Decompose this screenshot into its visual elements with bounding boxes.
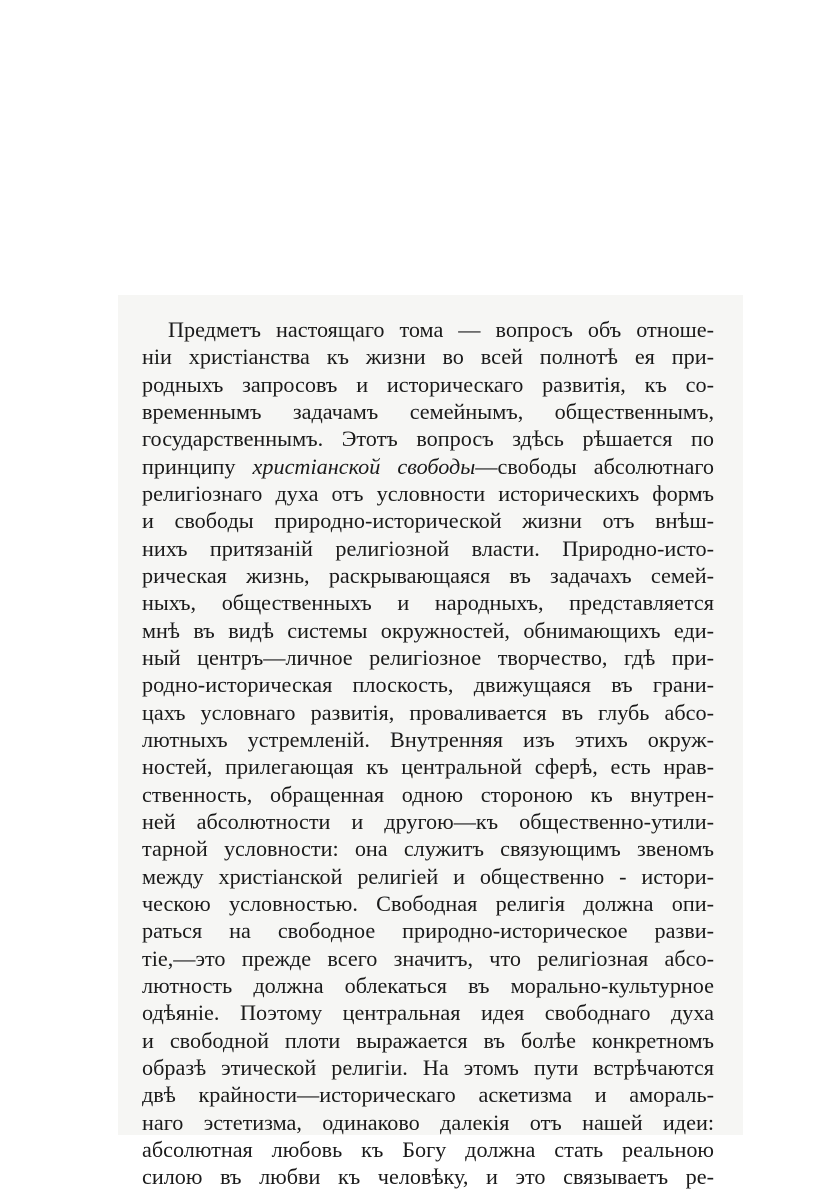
text-line: тарной условности: она служитъ связующимъ звеномъ (142, 836, 714, 862)
text-line: ный центръ—личное религiозное творчество, гдѣ при- (142, 644, 714, 670)
text-line: нiи христiанства къ жизни во всей полнотѣ ея при- (142, 344, 714, 370)
text-line: религiознаго духа отъ условности историческихъ формъ (142, 480, 714, 506)
text-line: образѣ этической религiи. На этомъ пути встрѣчаются (142, 1054, 714, 1080)
text-line: ственность, обращенная одною стороною къ внутрен- (142, 781, 714, 807)
text-line: ческою условностью. Свободная религiя должна опи- (142, 890, 714, 916)
text-line: рическая жизнь, раскрывающаяся въ задачахъ семей- (142, 562, 714, 588)
text-line: лютныхъ устремленiй. Внутренняя изъ этихъ окруж- (142, 726, 714, 752)
text-line: и свободы природно-исторической жизни отъ внѣш- (142, 508, 714, 534)
emphasized-phrase: христiанской свободы (252, 453, 476, 479)
text-line: Предметъ настоящаго тома — вопросъ объ отноше- (168, 317, 714, 342)
text-line: между христiанской религiей и общественно - истори- (142, 863, 714, 889)
text-segment: принципу (142, 453, 253, 479)
text-line: мнѣ въ видѣ системы окружностей, обнимающихъ еди- (142, 617, 714, 643)
text-line: абсолютная любовь къ Богу должна стать реальною (142, 1136, 714, 1162)
text-line: силою въ любви къ человѣку, и это связываетъ ре- (142, 1164, 714, 1190)
text-line: наго эстетизма, одинаково далекiя отъ нашей идеи: (142, 1109, 714, 1135)
body-text (142, 316, 714, 1191)
text-line: раться на свободное природно-историческое разви- (142, 918, 714, 944)
text-line-with-emphasis (142, 453, 714, 480)
text-line: родно-историческая плоскость, движущаяся въ грани- (142, 672, 714, 698)
text-line: одѣянiе. Поэтому центральная идея свободнаго духа (142, 1000, 714, 1026)
text-line: ныхъ, общественныхъ и народныхъ, представляется (142, 590, 714, 616)
text-line: нихъ притязанiй религiозной власти. Природно-исто- (142, 535, 714, 561)
text-line: временнымъ задачамъ семейнымъ, общественнымъ, (142, 398, 714, 424)
text-line: цахъ условнаго развитiя, проваливается въ глубь абсо- (142, 699, 714, 725)
text-line: ностей, прилегающая къ центральной сферѣ, есть нрав- (142, 754, 714, 780)
text-line: государственнымъ. Этотъ вопросъ здѣсь рѣшается по (142, 426, 714, 452)
text-line: ней абсолютности и другою—къ общественно-утили- (142, 808, 714, 834)
text-segment: —свободы абсолютнаго (475, 453, 714, 479)
text-line: родныхъ запросовъ и историческаго развитiя, къ со- (142, 371, 714, 397)
text-line: двѣ крайности—историческаго аскетизма и амораль- (142, 1082, 714, 1108)
text-line: лютность должна облекаться въ морально-культурное (142, 972, 714, 998)
text-line: и свободной плоти выражается въ болѣе конкретномъ (142, 1027, 714, 1053)
text-line: тiе,—это прежде всего значитъ, что религiозная абсо- (142, 945, 714, 971)
